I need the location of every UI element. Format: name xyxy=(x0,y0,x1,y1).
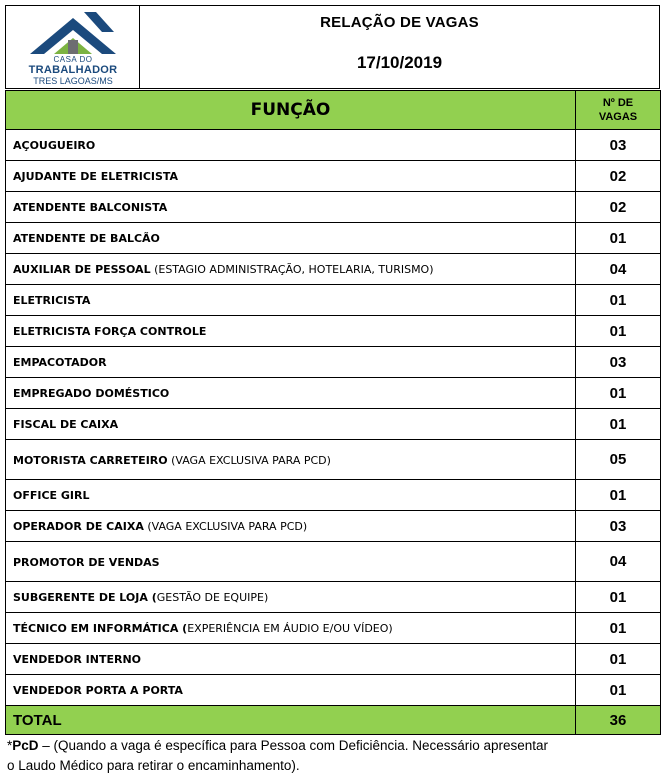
vacancy-count: 04 xyxy=(576,542,661,582)
vacancy-count: 01 xyxy=(576,613,661,644)
function-name: AÇOUGUEIRO xyxy=(13,139,96,152)
function-note: EXPERIÊNCIA EM ÁUDIO E/OU VÍDEO) xyxy=(187,622,393,635)
function-cell xyxy=(6,675,576,706)
function-cell xyxy=(6,285,576,316)
vacancy-count: 01 xyxy=(576,675,661,706)
house-logo-icon xyxy=(24,10,122,56)
column-header-vacancies-line2: VAGAS xyxy=(598,111,638,123)
vacancy-count: 01 xyxy=(576,223,661,254)
table-row xyxy=(6,223,661,254)
table-row xyxy=(6,440,661,480)
function-cell xyxy=(6,480,576,511)
table-row xyxy=(6,542,661,582)
function-cell xyxy=(6,316,576,347)
footnote-pcd: PcD xyxy=(12,738,39,753)
table-row xyxy=(6,480,661,511)
column-header-function: FUNÇÃO xyxy=(6,91,576,130)
function-name: AUXILIAR DE PESSOAL xyxy=(13,263,151,276)
vacancy-count: 01 xyxy=(576,409,661,440)
function-cell xyxy=(6,644,576,675)
function-cell xyxy=(6,511,576,542)
table-row xyxy=(6,644,661,675)
table-row xyxy=(6,347,661,378)
vacancy-count: 01 xyxy=(576,480,661,511)
table-row xyxy=(6,254,661,285)
total-row xyxy=(6,706,661,735)
footnote-asterisk: * xyxy=(7,738,13,753)
function-cell xyxy=(6,192,576,223)
table-row xyxy=(6,675,661,706)
function-cell xyxy=(6,409,576,440)
vacancy-count: 01 xyxy=(576,644,661,675)
table-row xyxy=(6,582,661,613)
function-note: (VAGA EXCLUSIVA PARA PCD) xyxy=(143,520,308,533)
footnote-line2: o Laudo Médico para retirar o encaminhamento). xyxy=(7,758,300,773)
function-cell xyxy=(6,161,576,192)
total-label: TOTAL xyxy=(6,706,576,735)
function-name: EMPACOTADOR xyxy=(13,356,107,369)
logo-text-trabalhador: TRABALHADOR xyxy=(28,64,118,76)
vacancy-count: 05 xyxy=(576,440,661,480)
function-cell xyxy=(6,347,576,378)
function-name: ELETRICISTA xyxy=(13,294,91,307)
page-date: 17/10/2019 xyxy=(356,53,443,72)
function-name: VENDEDOR INTERNO xyxy=(13,653,142,666)
function-name: OPERADOR DE CAIXA xyxy=(13,520,144,533)
vacancy-count: 03 xyxy=(576,511,661,542)
footnote-line1-text: – (Quando a vaga é específica para Pessoa com Deficiência. Necessário apresentar xyxy=(38,738,549,753)
function-note: (ESTAGIO ADMINISTRAÇÃO, HOTELARIA, TURISMO) xyxy=(150,263,434,276)
function-cell xyxy=(6,254,576,285)
function-name: MOTORISTA CARRETEIRO xyxy=(13,453,168,467)
column-header-vacancies-line1: Nº DE xyxy=(602,97,634,109)
table-header-row xyxy=(6,91,661,130)
logo-text-casa-do: CASA DO xyxy=(53,55,93,64)
table-row xyxy=(6,613,661,644)
function-name: TÉCNICO EM INFORMÁTICA ( xyxy=(13,622,188,635)
table-row xyxy=(6,316,661,347)
footnote-line1 xyxy=(7,736,667,756)
logo-text-city: TRES LAGOAS/MS xyxy=(33,76,113,86)
vacancy-count: 02 xyxy=(576,192,661,223)
function-name: ELETRICISTA FORÇA CONTROLE xyxy=(13,325,207,338)
footnote xyxy=(7,736,667,776)
vacancy-count: 01 xyxy=(576,582,661,613)
table-row xyxy=(6,511,661,542)
table-row xyxy=(6,378,661,409)
function-note: GESTÃO DE EQUIPE) xyxy=(156,591,269,604)
function-name: ATENDENTE BALCONISTA xyxy=(13,201,168,214)
function-name: AJUDANTE DE ELETRICISTA xyxy=(13,170,179,183)
function-name: VENDEDOR PORTA A PORTA xyxy=(13,684,183,697)
function-name: EMPREGADO DOMÉSTICO xyxy=(13,387,170,400)
logo xyxy=(6,6,140,88)
table-row xyxy=(6,161,661,192)
function-name: PROMOTOR DE VENDAS xyxy=(13,555,160,569)
table-row xyxy=(6,409,661,440)
vacancy-count: 03 xyxy=(576,347,661,378)
vacancy-count: 01 xyxy=(576,378,661,409)
page-title: RELAÇÃO DE VAGAS xyxy=(320,14,479,31)
vacancy-count: 02 xyxy=(576,161,661,192)
function-name: FISCAL DE CAIXA xyxy=(13,418,119,431)
function-name: OFFICE GIRL xyxy=(13,489,90,502)
function-name: ATENDENTE DE BALCÃO xyxy=(13,232,160,245)
column-header-vacancies xyxy=(576,91,661,130)
table-row xyxy=(6,192,661,223)
vacancy-count: 01 xyxy=(576,285,661,316)
function-cell xyxy=(6,542,576,582)
header-block xyxy=(5,5,660,89)
table-row xyxy=(6,130,661,161)
function-cell xyxy=(6,378,576,409)
function-note: (VAGA EXCLUSIVA PARA PCD) xyxy=(167,453,331,467)
function-cell xyxy=(6,130,576,161)
function-cell xyxy=(6,582,576,613)
vacancy-count: 03 xyxy=(576,130,661,161)
function-cell xyxy=(6,440,576,480)
vacancy-count: 01 xyxy=(576,316,661,347)
vacancy-table xyxy=(5,90,661,735)
table-row xyxy=(6,285,661,316)
function-name: SUBGERENTE DE LOJA ( xyxy=(13,591,157,604)
function-cell xyxy=(6,613,576,644)
vacancy-count: 04 xyxy=(576,254,661,285)
total-value: 36 xyxy=(576,706,661,735)
function-cell xyxy=(6,223,576,254)
